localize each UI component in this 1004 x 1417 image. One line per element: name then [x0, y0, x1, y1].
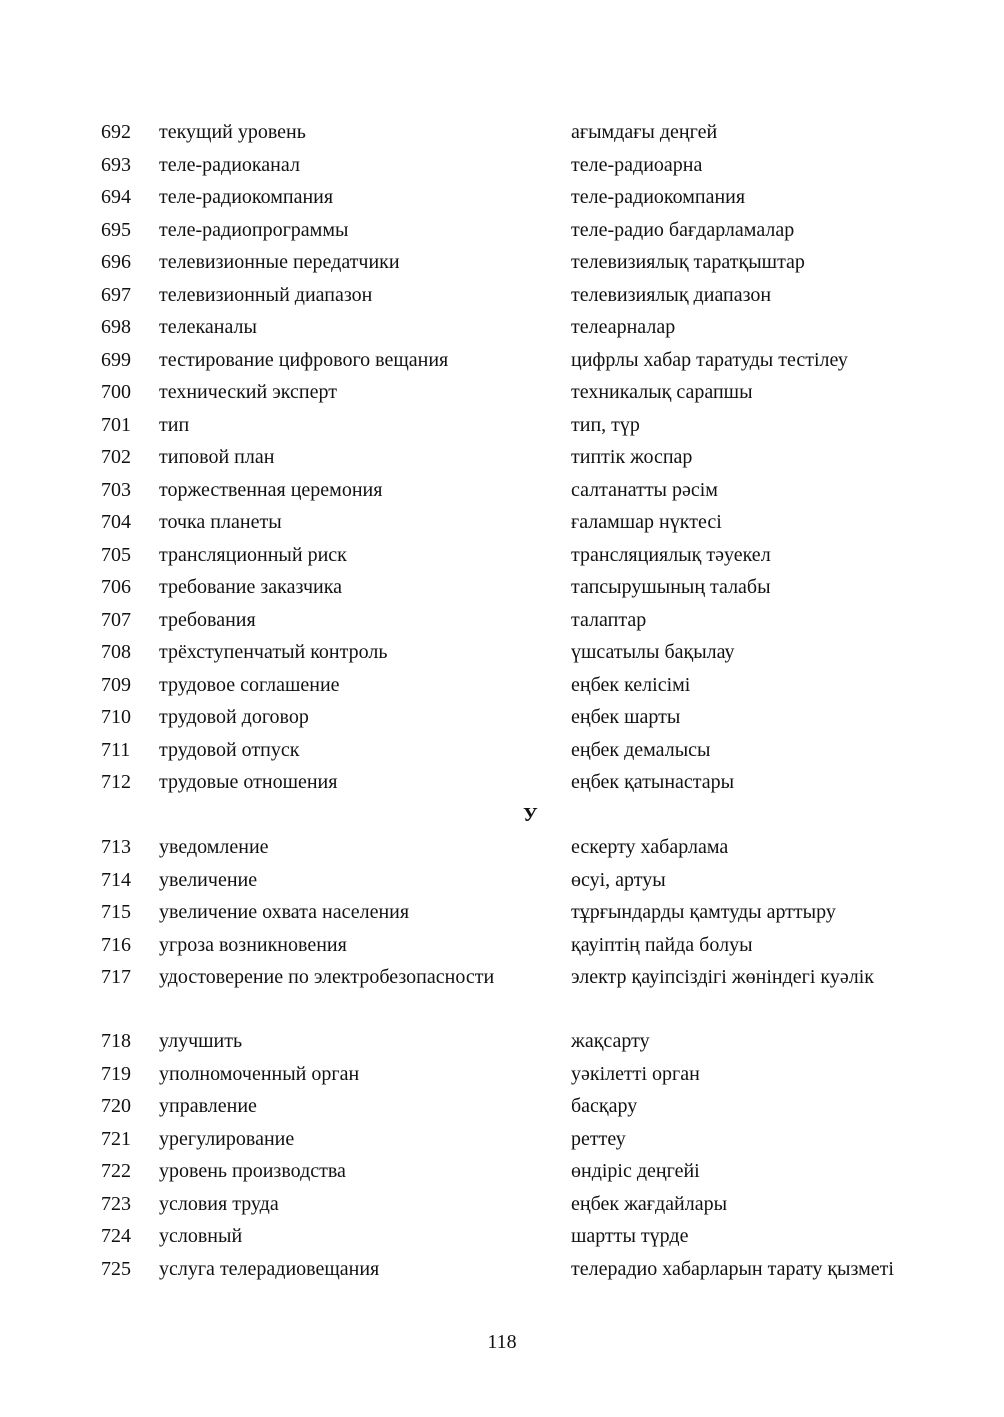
- entry-number: 693: [101, 153, 131, 176]
- russian-term: теле-радиопрограммы: [159, 218, 349, 241]
- entry-number: 714: [101, 868, 131, 891]
- glossary-page: [0, 114, 1004, 1315]
- kazakh-term: салтанатты рәсім: [571, 478, 718, 501]
- kazakh-term: еңбек демалысы: [571, 738, 711, 761]
- russian-term: тестирование цифрового вещания: [159, 348, 449, 371]
- russian-term: увеличение охвата населения: [159, 901, 410, 923]
- glossary-entry: [0, 699, 1004, 732]
- entry-number: 722: [101, 1160, 131, 1182]
- kazakh-term: еңбек келісімі: [571, 673, 691, 696]
- kazakh-term: телевизиялық диапазон: [571, 283, 772, 306]
- russian-term: трёхступенчатый контроль: [159, 641, 388, 663]
- russian-term: условный: [159, 1225, 243, 1247]
- russian-term: трудовое соглашение: [159, 673, 340, 696]
- entry-number: 705: [101, 543, 131, 566]
- entry-number: 699: [101, 348, 131, 371]
- russian-term: управление: [159, 1095, 257, 1117]
- glossary-entry: [0, 1121, 1004, 1154]
- section-letter-label: У: [523, 803, 538, 826]
- kazakh-term: уәкілетті орган: [571, 1062, 700, 1085]
- kazakh-term: тұрғындарды қамтуды арттыру: [571, 901, 836, 923]
- russian-term: уровень производства: [159, 1160, 346, 1182]
- russian-term: трудовой отпуск: [159, 738, 300, 761]
- kazakh-term: ғаламшар нүктесі: [571, 511, 722, 533]
- russian-term: условия труда: [159, 1192, 279, 1215]
- kazakh-term: телеарналар: [571, 316, 676, 338]
- entry-number: 721: [101, 1127, 131, 1150]
- section-letter: [0, 797, 1004, 830]
- kazakh-term: теле-радиокомпания: [571, 186, 746, 208]
- entry-number: 723: [101, 1192, 131, 1215]
- glossary-entry: [0, 179, 1004, 212]
- glossary-entry: [0, 342, 1004, 375]
- russian-term: торжественная церемония: [159, 478, 383, 501]
- russian-term: улучшить: [159, 1030, 243, 1052]
- russian-term: теле-радиокомпания: [159, 186, 334, 208]
- russian-term: требования: [159, 608, 256, 631]
- glossary-entry: [0, 1218, 1004, 1251]
- glossary-entry: [0, 147, 1004, 180]
- kazakh-term: еңбек қатынастары: [571, 771, 735, 793]
- russian-term: угроза возникновения: [159, 933, 347, 956]
- glossary-entry: [0, 959, 1004, 1023]
- glossary-entry: [0, 667, 1004, 700]
- kazakh-term: трансляциялық тәуекел: [571, 543, 771, 566]
- russian-term: телевизионный диапазон: [159, 283, 373, 306]
- entry-number: 697: [101, 283, 131, 306]
- entry-number: 715: [101, 901, 131, 923]
- entry-number: 707: [101, 608, 131, 631]
- entry-number: 702: [101, 446, 131, 468]
- glossary-entry: [0, 1251, 1004, 1315]
- glossary-entry: [0, 537, 1004, 570]
- glossary-entry: [0, 829, 1004, 862]
- kazakh-term: теле-радиоарна: [571, 153, 703, 176]
- kazakh-term: талаптар: [571, 608, 647, 631]
- entry-number: 724: [101, 1225, 131, 1247]
- entry-number: 717: [101, 966, 131, 988]
- glossary-entry: [0, 309, 1004, 342]
- glossary-entry: [0, 407, 1004, 440]
- glossary-entry: [0, 439, 1004, 472]
- kazakh-term: тапсырушының талабы: [571, 576, 771, 598]
- russian-term: требование заказчика: [159, 576, 342, 598]
- russian-term: типовой план: [159, 446, 275, 468]
- kazakh-term: электр қауіпсіздігі жөніндегі куәлік: [571, 966, 874, 988]
- entry-number: 709: [101, 673, 131, 696]
- entry-number: 698: [101, 316, 131, 338]
- kazakh-term: тип, түр: [571, 413, 640, 436]
- kazakh-term: басқару: [571, 1095, 638, 1117]
- russian-term: технический эксперт: [159, 381, 337, 403]
- kazakh-term: телерадио хабарларын тарату қызметі: [571, 1257, 894, 1280]
- kazakh-term: цифрлы хабар таратуды тестілеу: [571, 348, 848, 371]
- glossary-entry: [0, 374, 1004, 407]
- kazakh-term: техникалық сарапшы: [571, 381, 753, 403]
- kazakh-term: типтік жоспар: [571, 446, 693, 468]
- russian-term: трудовые отношения: [159, 771, 338, 793]
- glossary-entry: [0, 504, 1004, 537]
- kazakh-term: жақсарту: [571, 1030, 650, 1052]
- russian-term: услуга телерадиовещания: [159, 1257, 380, 1280]
- russian-term: уполномоченный орган: [159, 1062, 360, 1085]
- entry-number: 720: [101, 1095, 131, 1117]
- russian-term: увеличение: [159, 868, 258, 891]
- entry-number: 711: [101, 738, 131, 761]
- entry-number: 719: [101, 1062, 131, 1085]
- entry-number: 692: [101, 121, 131, 143]
- entry-number: 706: [101, 576, 131, 598]
- russian-term: удостоверение по электробезопасности: [159, 966, 495, 988]
- russian-term: трансляционный риск: [159, 543, 347, 566]
- glossary-entry: [0, 634, 1004, 667]
- glossary-entry: [0, 602, 1004, 635]
- entry-number: 708: [101, 641, 131, 663]
- entry-number: 712: [101, 771, 131, 793]
- glossary-entry: [0, 244, 1004, 277]
- kazakh-term: шартты түрде: [571, 1225, 689, 1247]
- glossary-entry: [0, 732, 1004, 765]
- entry-number: 710: [101, 706, 131, 728]
- entry-number: 704: [101, 511, 131, 533]
- russian-term: уведомление: [159, 836, 269, 858]
- kazakh-term: еңбек шарты: [571, 706, 681, 728]
- russian-term: текущий уровень: [159, 121, 306, 143]
- glossary-entry: [0, 472, 1004, 505]
- entry-number: 695: [101, 218, 131, 241]
- glossary-entry: [0, 862, 1004, 895]
- kazakh-term: өндіріс деңгейі: [571, 1160, 700, 1182]
- glossary-entry: [0, 1023, 1004, 1056]
- glossary-entry: [0, 1088, 1004, 1121]
- glossary-entry: [0, 114, 1004, 147]
- kazakh-term: қауіптің пайда болуы: [571, 933, 753, 956]
- russian-term: урегулирование: [159, 1127, 295, 1150]
- russian-term: телевизионные передатчики: [159, 251, 400, 273]
- glossary-entry: [0, 277, 1004, 310]
- entry-number: 696: [101, 251, 131, 273]
- page-number: 118: [487, 1331, 517, 1353]
- glossary-entry: [0, 764, 1004, 797]
- kazakh-term: еңбек жағдайлары: [571, 1192, 728, 1215]
- kazakh-term: теле-радио бағдарламалар: [571, 218, 795, 241]
- entry-number: 703: [101, 478, 131, 501]
- kazakh-term: телевизиялық таратқыштар: [571, 251, 805, 273]
- glossary-entry: [0, 1056, 1004, 1089]
- glossary-entry: [0, 1153, 1004, 1186]
- glossary-entry: [0, 569, 1004, 602]
- kazakh-term: ағымдағы деңгей: [571, 121, 718, 143]
- entry-number: 725: [101, 1257, 131, 1280]
- entry-number: 718: [101, 1030, 131, 1052]
- entry-number: 713: [101, 836, 131, 858]
- kazakh-term: өсуі, артуы: [571, 868, 666, 891]
- kazakh-term: үшсатылы бақылау: [571, 641, 735, 663]
- glossary-entry: [0, 212, 1004, 245]
- russian-term: трудовой договор: [159, 706, 309, 728]
- entry-number: 701: [101, 413, 131, 436]
- entry-number: 700: [101, 381, 131, 403]
- glossary-entry: [0, 894, 1004, 927]
- russian-term: теле-радиоканал: [159, 153, 300, 176]
- glossary-entry: [0, 927, 1004, 960]
- glossary-entry: [0, 1186, 1004, 1219]
- kazakh-term: ескерту хабарлама: [571, 836, 729, 858]
- russian-term: телеканалы: [159, 316, 257, 338]
- entry-number: 694: [101, 186, 131, 208]
- russian-term: точка планеты: [159, 511, 282, 533]
- kazakh-term: реттеу: [571, 1127, 626, 1150]
- entry-number: 716: [101, 933, 131, 956]
- russian-term: тип: [159, 413, 190, 436]
